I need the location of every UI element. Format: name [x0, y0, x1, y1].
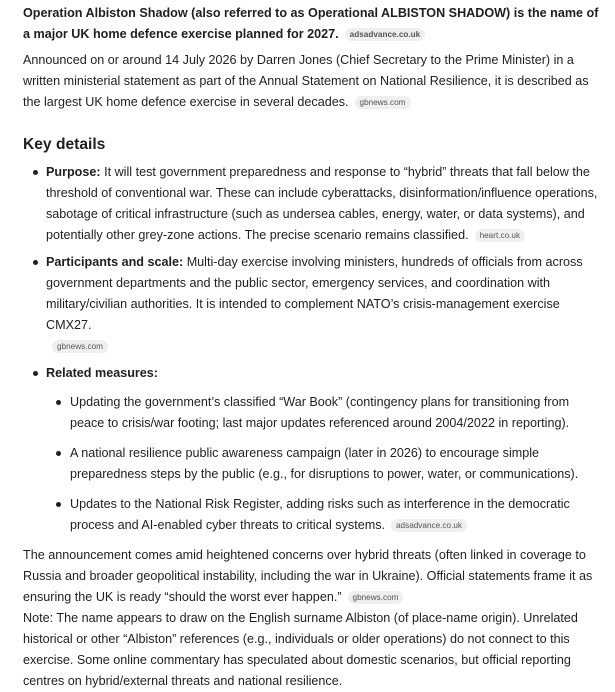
- purpose-text: It will test government preparedness and response to “hybrid” threats that fall below the threshold of conventional war. These can include cyberattacks, disinformation/influence operations, sabotage of critical infrastructure (such as undersea cables, energy, water, or data systems), and potentially other grey-zone actions. The precise scenario remains classified.: [46, 165, 598, 242]
- related-measures-list: [46, 392, 603, 536]
- note-paragraph: Note: The name appears to draw on the English surname Albiston (of place-name origin). Unrelated historical or other “Albiston” references (e.g., individuals or older operations) do not connect to this exercise. Some online commentary has speculated about domestic scenarios, but official reporting centres on hybrid/external threats and national resilience.: [23, 611, 578, 688]
- closing-paragraph: [23, 545, 603, 608]
- list-item-purpose: [23, 162, 603, 246]
- purpose-label: Purpose:: [46, 165, 101, 179]
- source-chip[interactable]: adsadvance.co.uk: [391, 519, 467, 532]
- intro-paragraph: [23, 50, 603, 113]
- related-item-text: Updates to the National Risk Register, adding risks such as interference in the democratic process and AI-enabled cyber threats to critical systems.: [70, 497, 570, 532]
- source-chip[interactable]: heart.co.uk: [475, 229, 526, 242]
- list-item-participants: [23, 252, 603, 357]
- source-chip[interactable]: adsadvance.co.uk: [345, 28, 426, 41]
- related-item-text: A national resilience public awareness campaign (later in 2026) to encourage simple preparedness steps by the public (e.g., for disruptions to power, water, or communications).: [70, 446, 579, 481]
- participants-label: Participants and scale:: [46, 255, 184, 269]
- intro-title-text: Operation Albiston Shadow (also referred to as Operational ALBISTON SHADOW) is the name of a major UK home defence exercise planned for 2027.: [23, 6, 599, 41]
- related-item-text: Updating the government’s classified “War Book” (contingency plans for transitioning from peace to crisis/war footing; last major updates referenced around 2004/2022 in reporting).: [70, 395, 570, 430]
- closing-text: The announcement comes amid heightened concerns over hybrid threats (often linked in coverage to Russia and broader geopolitical instability, including the war in Ukraine). Official statements frame it as ensuring the UK is ready “should the worst ever happen.”: [23, 548, 593, 604]
- list-item: [46, 392, 603, 434]
- source-chip[interactable]: gbnews.com: [355, 96, 411, 109]
- intro-paragraph-text: Announced on or around 14 July 2026 by Darren Jones (Chief Secretary to the Prime Minister) in a written ministerial statement as part of the Annual Statement on National Resilience, it is described as the largest UK home defence exercise in several decades.: [23, 53, 589, 109]
- source-chip[interactable]: gbnews.com: [52, 340, 108, 353]
- key-details-list: [23, 162, 603, 536]
- list-item: [46, 494, 603, 536]
- list-item: [46, 443, 603, 485]
- list-item-related-measures: [23, 363, 603, 536]
- related-measures-label: Related measures:: [46, 366, 158, 380]
- section-heading: Key details: [23, 136, 106, 153]
- intro-title: [23, 3, 603, 45]
- source-chip[interactable]: gbnews.com: [348, 591, 404, 604]
- participants-text: Multi-day exercise involving ministers, hundreds of officials from across government departments and the public sector, emergency services, and coordination with military/civilian authorities. It is intended to complement NATO’s crisis-management exercise CMX27.: [46, 255, 583, 332]
